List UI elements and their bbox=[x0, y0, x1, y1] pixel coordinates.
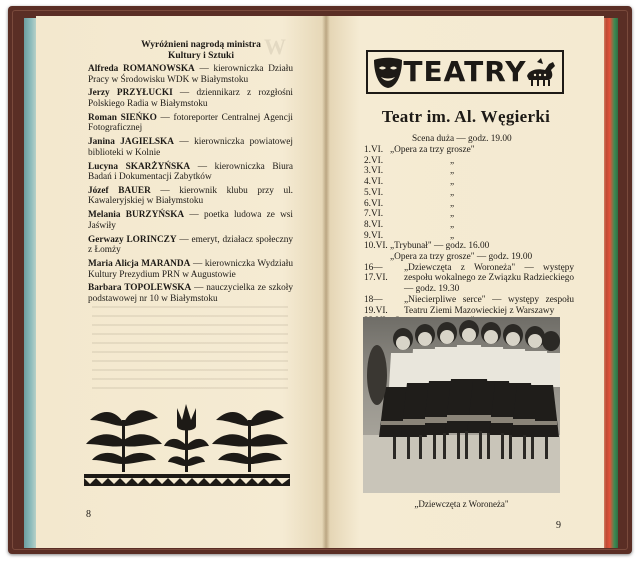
schedule-date: 10.VI. bbox=[364, 241, 388, 252]
awardee-description: — dziennikarz z rozgłośni Polskiego Radia w Białymstoku bbox=[88, 88, 293, 109]
awardee-entry bbox=[88, 88, 293, 109]
schedule-list bbox=[364, 145, 574, 338]
awardee-name: Melania BURZYŃSKA bbox=[88, 210, 185, 221]
schedule-row bbox=[364, 209, 574, 220]
schedule-date: 6.VI. bbox=[364, 198, 384, 209]
awardee-description: — emeryt, działacz społeczny z Łomży bbox=[88, 234, 293, 256]
schedule-date: 8.VI. bbox=[364, 219, 384, 230]
awardee-description: — poetka ludowa ze wsi Jaświły bbox=[88, 210, 293, 231]
schedule-row bbox=[364, 177, 574, 188]
award-heading-line-1: Wyróżnieni nagrodą ministra bbox=[141, 40, 261, 50]
book-gutter bbox=[322, 16, 330, 548]
schedule-row bbox=[364, 166, 574, 177]
awardee-entry bbox=[88, 113, 293, 134]
schedule-ditto: „ bbox=[450, 198, 455, 209]
banner-title: TEATRY bbox=[403, 55, 527, 88]
schedule-row-continued bbox=[364, 252, 574, 263]
schedule-date: 16—17.VI. bbox=[364, 262, 388, 284]
awardee-entry bbox=[88, 283, 293, 304]
schedule-ditto: „ bbox=[450, 166, 455, 177]
awardee-description: — nauczycielka ze szkoły podstawowej nr 10 w Białymstoku bbox=[88, 283, 293, 304]
schedule-ditto: „ bbox=[450, 155, 455, 166]
schedule-ditto: „ bbox=[450, 230, 455, 241]
awardee-entry bbox=[88, 210, 293, 231]
awardee-entry bbox=[88, 259, 293, 280]
schedule-date: 18—19.VI. bbox=[364, 294, 388, 316]
choir-photo bbox=[363, 317, 560, 493]
theatre-mask-icon bbox=[371, 56, 405, 90]
schedule-row bbox=[364, 231, 574, 242]
schedule-ditto: „ bbox=[450, 187, 455, 198]
page-number-right: 9 bbox=[556, 520, 561, 531]
schedule-title: „Niecierpliwe serce" — występy zespołu Teatru Ziemi Mazowieckiej z Warszawy bbox=[404, 294, 574, 316]
schedule-ditto: „ bbox=[450, 209, 455, 220]
awardee-name: Józef BAUER bbox=[88, 185, 151, 196]
schedule-row bbox=[364, 220, 574, 231]
awardee-entry bbox=[88, 64, 293, 85]
awardee-entry bbox=[88, 137, 293, 158]
awardee-description: — kierowniczka Biura Badań i Dokumentacji Zabytków bbox=[88, 161, 293, 183]
awardee-name: Janina JAGIELSKA bbox=[88, 137, 175, 148]
teatry-banner bbox=[366, 50, 564, 94]
photo-caption: „Dziewczęta z Woroneża" bbox=[414, 499, 509, 509]
schedule-row bbox=[364, 241, 574, 252]
schedule-date: 9.VI. bbox=[364, 230, 384, 241]
awardee-name: Lucyna SKARŻYŃSKA bbox=[88, 161, 191, 172]
schedule-row bbox=[364, 295, 574, 316]
awardee-name: Maria Alicja MARANDA bbox=[88, 259, 191, 269]
schedule-title: „Trybunał" — godz. 16.00 bbox=[390, 241, 490, 252]
schedule-row bbox=[364, 156, 574, 167]
choir-photo-image bbox=[363, 317, 560, 493]
awardee-description: — kierowniczka powiatowej biblioteki w Kolnie bbox=[88, 137, 293, 158]
awardee-entry bbox=[88, 162, 293, 183]
schedule-ditto: „ bbox=[450, 177, 455, 188]
page-number-left: 8 bbox=[86, 509, 91, 520]
awardee-description: — kierowniczka Działu Pracy w Środowisku WDK w Białymstoku bbox=[88, 64, 293, 85]
schedule-date: 5.VI. bbox=[364, 187, 384, 198]
schedule-date: 7.VI. bbox=[364, 209, 384, 220]
award-heading bbox=[126, 40, 276, 62]
awardee-description: — kierownik klubu przy ul. Kawaleryjskiej w Białymstoku bbox=[88, 185, 294, 207]
schedule-row bbox=[364, 199, 574, 210]
bleed-through-letter: W bbox=[264, 34, 286, 59]
awardee-name: Roman SIEŃKO bbox=[88, 112, 157, 123]
schedule-date: 3.VI. bbox=[364, 166, 384, 177]
awardee-list bbox=[88, 64, 293, 308]
schedule-title: „Dziewczęta z Woroneża" — występy zespołu wokalnego ze Związku Radzieckiego — godz. 19.30 bbox=[404, 262, 574, 295]
show-through-text bbox=[92, 306, 288, 394]
folk-flower-ornament bbox=[84, 398, 290, 488]
schedule-title: „Opera za trzy grosze" bbox=[390, 145, 475, 155]
awardee-entry bbox=[88, 186, 293, 207]
theatre-name: Teatr im. Al. Węgierki bbox=[381, 107, 551, 126]
awardee-description: — fotoreporter Centralnej Agencji Fotograficznej bbox=[88, 112, 293, 134]
awardee-name: Alfreda ROMANOWSKA bbox=[88, 64, 195, 74]
schedule-date: 4.VI. bbox=[364, 177, 384, 188]
schedule-row bbox=[364, 263, 574, 295]
schedule-title: „Opera za trzy grosze" — godz. 19.00 bbox=[390, 252, 533, 263]
awardee-name: Gerwazy LORINCZY bbox=[88, 234, 177, 245]
awardee-entry bbox=[88, 235, 293, 256]
stage-heading: Scena duża — godz. 19.00 bbox=[412, 134, 512, 144]
awardee-name: Barbara TOPOLEWSKA bbox=[88, 283, 192, 294]
awardee-description: — kierowniczka Wydziału Kultury Prezydium PRN w Augustowie bbox=[88, 259, 293, 280]
awardee-name: Jerzy PRZYŁUCKI bbox=[88, 88, 173, 99]
award-heading-line-2: Kultury i Sztuki bbox=[168, 51, 234, 61]
folk-horse-icon bbox=[523, 56, 559, 90]
schedule-row bbox=[364, 145, 574, 156]
schedule-ditto: „ bbox=[450, 219, 455, 230]
schedule-date: 1.VI. bbox=[364, 145, 384, 155]
schedule-row bbox=[364, 188, 574, 199]
schedule-date: 2.VI. bbox=[364, 155, 384, 166]
